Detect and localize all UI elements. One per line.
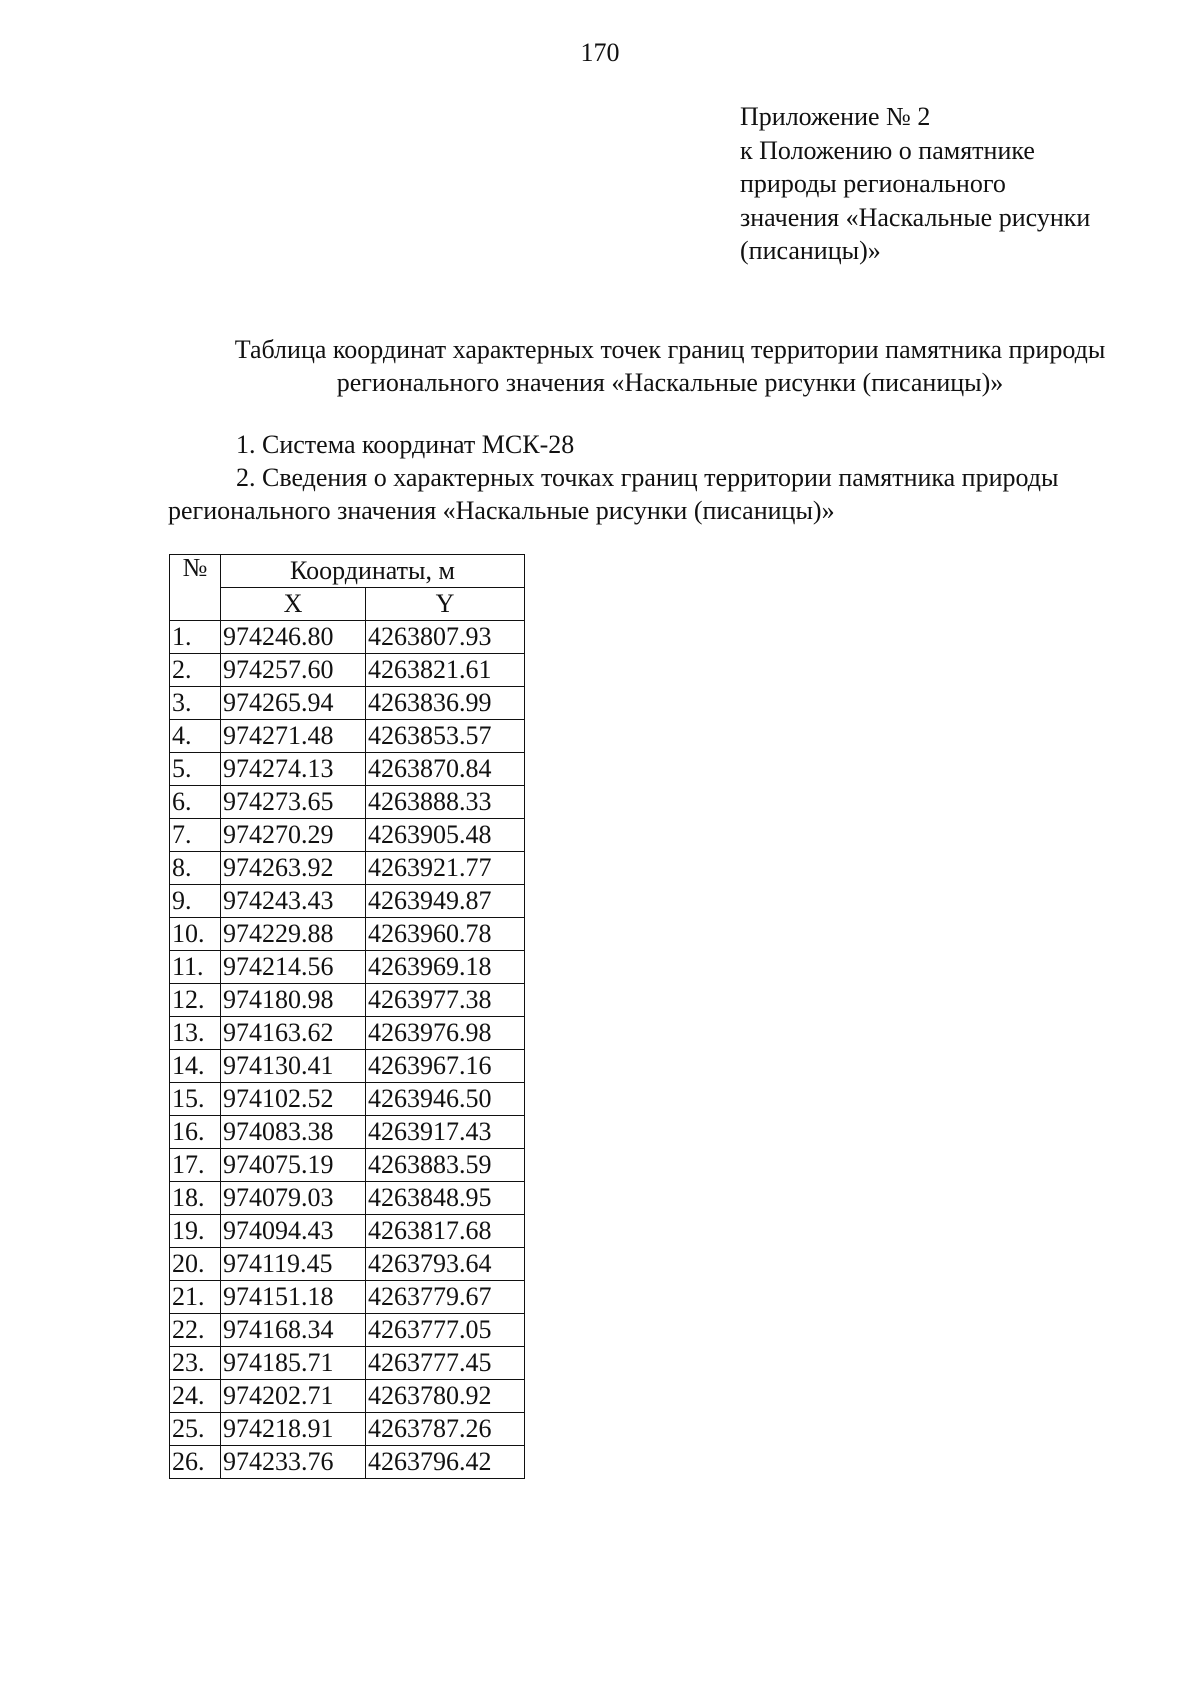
cell-number: 3. — [170, 687, 221, 720]
table-row — [170, 1017, 525, 1050]
appendix-line: Приложение № 2 — [740, 102, 931, 131]
cell-number: 8. — [170, 852, 221, 885]
table-row — [170, 1248, 525, 1281]
appendix-line: (писаницы)» — [740, 236, 881, 265]
table-row — [170, 1347, 525, 1380]
cell-x: 974233.76 — [221, 1446, 366, 1479]
cell-number: 13. — [170, 1017, 221, 1050]
cell-y: 4263917.43 — [366, 1116, 525, 1149]
table-row — [170, 885, 525, 918]
table-row — [170, 819, 525, 852]
table-row — [170, 1413, 525, 1446]
header-coordinates: Координаты, м — [221, 555, 525, 588]
cell-number: 11. — [170, 951, 221, 984]
cell-y: 4263853.57 — [366, 720, 525, 753]
cell-x: 974094.43 — [221, 1215, 366, 1248]
cell-x: 974263.92 — [221, 852, 366, 885]
cell-x: 974163.62 — [221, 1017, 366, 1050]
cell-number: 6. — [170, 786, 221, 819]
cell-y: 4263870.84 — [366, 753, 525, 786]
cell-x: 974218.91 — [221, 1413, 366, 1446]
table-subheader-row — [170, 588, 525, 621]
cell-x: 974151.18 — [221, 1281, 366, 1314]
table-row — [170, 1182, 525, 1215]
cell-x: 974265.94 — [221, 687, 366, 720]
cell-x: 974257.60 — [221, 654, 366, 687]
cell-number: 9. — [170, 885, 221, 918]
page-number: 170 — [580, 38, 620, 67]
cell-x: 974130.41 — [221, 1050, 366, 1083]
cell-number: 20. — [170, 1248, 221, 1281]
cell-y: 4263967.16 — [366, 1050, 525, 1083]
table-body — [170, 621, 525, 1479]
table-row — [170, 951, 525, 984]
cell-number: 7. — [170, 819, 221, 852]
cell-number: 26. — [170, 1446, 221, 1479]
cell-x: 974180.98 — [221, 984, 366, 1017]
cell-y: 4263777.05 — [366, 1314, 525, 1347]
document-title — [120, 333, 1200, 399]
section-list — [168, 428, 1178, 527]
cell-x: 974075.19 — [221, 1149, 366, 1182]
appendix-line: значения «Наскальные рисунки — [740, 202, 1091, 232]
cell-number: 25. — [170, 1413, 221, 1446]
cell-x: 974274.13 — [221, 753, 366, 786]
section-item-2-continuation: регионального значения «Наскальные рисунки (писаницы)» — [168, 496, 835, 525]
table-row — [170, 720, 525, 753]
title-line-1: Таблица координат характерных точек границ территории памятника природы — [234, 335, 1106, 364]
appendix-line: природы регионального — [740, 169, 1006, 198]
table-row — [170, 852, 525, 885]
cell-y: 4263793.64 — [366, 1248, 525, 1281]
cell-y: 4263921.77 — [366, 852, 525, 885]
table-row — [170, 1215, 525, 1248]
cell-y: 4263949.87 — [366, 885, 525, 918]
header-number: № — [170, 555, 221, 621]
table-row — [170, 1314, 525, 1347]
cell-y: 4263960.78 — [366, 918, 525, 951]
cell-x: 974079.03 — [221, 1182, 366, 1215]
cell-number: 12. — [170, 984, 221, 1017]
cell-number: 5. — [170, 753, 221, 786]
cell-number: 24. — [170, 1380, 221, 1413]
table-row — [170, 1050, 525, 1083]
coordinates-table — [169, 554, 525, 1479]
cell-y: 4263977.38 — [366, 984, 525, 1017]
cell-number: 4. — [170, 720, 221, 753]
cell-x: 974273.65 — [221, 786, 366, 819]
table-row — [170, 687, 525, 720]
cell-y: 4263976.98 — [366, 1017, 525, 1050]
section-item-1: 1. Система координат МСК-28 — [236, 430, 575, 459]
cell-y: 4263777.45 — [366, 1347, 525, 1380]
cell-y: 4263888.33 — [366, 786, 525, 819]
cell-x: 974229.88 — [221, 918, 366, 951]
cell-x: 974102.52 — [221, 1083, 366, 1116]
table-row — [170, 984, 525, 1017]
header-x: X — [221, 588, 366, 621]
table-row — [170, 1380, 525, 1413]
cell-number: 23. — [170, 1347, 221, 1380]
cell-y: 4263807.93 — [366, 621, 525, 654]
cell-number: 19. — [170, 1215, 221, 1248]
header-y: Y — [366, 588, 525, 621]
table-row — [170, 918, 525, 951]
cell-y: 4263821.61 — [366, 654, 525, 687]
cell-y: 4263780.92 — [366, 1380, 525, 1413]
cell-x: 974168.34 — [221, 1314, 366, 1347]
cell-x: 974185.71 — [221, 1347, 366, 1380]
cell-y: 4263779.67 — [366, 1281, 525, 1314]
appendix-reference — [740, 100, 1180, 268]
table-row — [170, 621, 525, 654]
table-row — [170, 1083, 525, 1116]
cell-x: 974214.56 — [221, 951, 366, 984]
cell-y: 4263946.50 — [366, 1083, 525, 1116]
cell-y: 4263848.95 — [366, 1182, 525, 1215]
cell-x: 974119.45 — [221, 1248, 366, 1281]
section-item-2: 2. Сведения о характерных точках границ территории памятника природы — [236, 463, 1059, 492]
cell-y: 4263787.26 — [366, 1413, 525, 1446]
cell-x: 974270.29 — [221, 819, 366, 852]
cell-number: 18. — [170, 1182, 221, 1215]
cell-y: 4263883.59 — [366, 1149, 525, 1182]
table-row — [170, 786, 525, 819]
cell-number: 1. — [170, 621, 221, 654]
cell-x: 974246.80 — [221, 621, 366, 654]
cell-x: 974202.71 — [221, 1380, 366, 1413]
cell-x: 974271.48 — [221, 720, 366, 753]
cell-number: 21. — [170, 1281, 221, 1314]
cell-number: 17. — [170, 1149, 221, 1182]
cell-number: 2. — [170, 654, 221, 687]
cell-x: 974243.43 — [221, 885, 366, 918]
cell-x: 974083.38 — [221, 1116, 366, 1149]
cell-number: 16. — [170, 1116, 221, 1149]
table-row — [170, 654, 525, 687]
cell-number: 22. — [170, 1314, 221, 1347]
cell-y: 4263969.18 — [366, 951, 525, 984]
cell-y: 4263817.68 — [366, 1215, 525, 1248]
table-row — [170, 1446, 525, 1479]
table-row — [170, 1281, 525, 1314]
cell-number: 15. — [170, 1083, 221, 1116]
title-line-2: регионального значения «Наскальные рисунки (писаницы)» — [336, 368, 1004, 397]
cell-number: 10. — [170, 918, 221, 951]
table-row — [170, 1149, 525, 1182]
table-row — [170, 1116, 525, 1149]
cell-number: 14. — [170, 1050, 221, 1083]
table-header-row — [170, 555, 525, 588]
appendix-line: к Положению о памятнике — [740, 135, 1035, 165]
cell-y: 4263836.99 — [366, 687, 525, 720]
cell-y: 4263905.48 — [366, 819, 525, 852]
table-row — [170, 753, 525, 786]
cell-y: 4263796.42 — [366, 1446, 525, 1479]
